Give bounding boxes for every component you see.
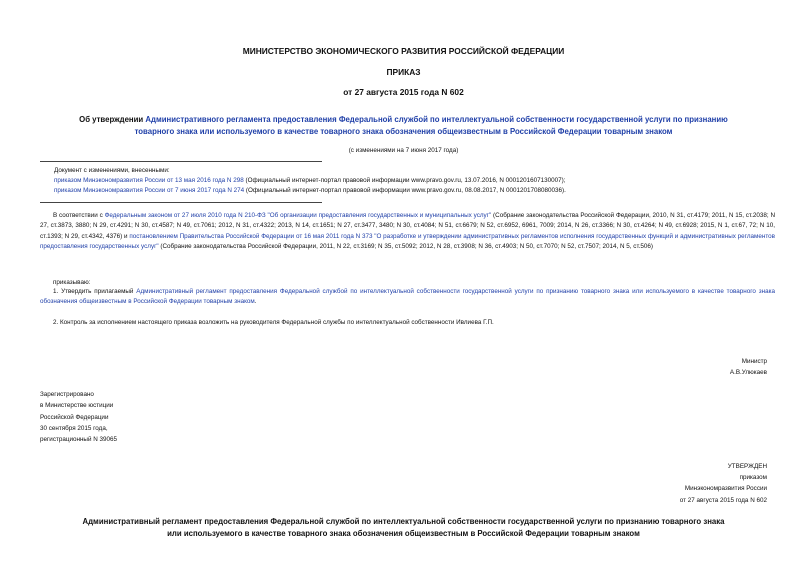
- government-decree-link[interactable]: постановлением Правительства Российской Федерации от 16 мая 2011 года N 373 "О разработке и утверждении административных регламентов исполнения государственных функций и административных регламентов предоставления государственных услуг": [40, 232, 775, 251]
- approval-block: [680, 461, 767, 506]
- order-word: приказываю:: [53, 279, 91, 286]
- change-link-2017[interactable]: приказом Минэкономразвития России от 7 июня 2017 года N 274: [54, 187, 245, 194]
- change-rest: (Официальный интернет-портал правовой информации www.pravo.gov.ru, 08.08.2017, N 0001201708080036).: [244, 187, 566, 194]
- item-1-paragraph: [40, 287, 775, 308]
- preamble-paragraph: [40, 211, 775, 253]
- approval-line: Минэкономразвития России: [684, 485, 767, 493]
- change-item: [54, 186, 566, 196]
- title-prefix: Об утверждении: [79, 115, 146, 124]
- item-2-paragraph: 2. Контроль за исполнением настоящего приказа возложить на руководителя Федеральной службы по интеллектуальной собственности Ивлиева Г.П.: [53, 319, 494, 326]
- federal-law-link[interactable]: Федеральным законом от 27 июля 2010 года N 210-ФЗ "Об организации предоставления государственных и муниципальных услуг": [104, 212, 492, 219]
- registration-line: Российской Федерации: [40, 413, 109, 421]
- signature-name: А.В.Улюкаев: [729, 369, 767, 377]
- approval-line: приказом: [739, 474, 767, 482]
- signature-position: Министр: [741, 358, 767, 365]
- change-item: [54, 176, 566, 186]
- change-rest: (Официальный интернет-портал правовой информации www.pravo.gov.ru, 13.07.2016, N 0001201607130007);: [243, 177, 566, 184]
- appendix-title-line: или используемого в качестве товарного знака обозначения общеизвестным в Российской Федерации товарным знаком: [167, 529, 640, 538]
- registration-block: [40, 389, 117, 445]
- signature-block: [730, 356, 767, 378]
- item-1-text: 1. Утвердить прилагаемый: [53, 288, 137, 295]
- doc-type-heading: ПРИКАЗ: [386, 67, 421, 77]
- registration-line: 30 сентября 2015 года,: [40, 424, 108, 432]
- item-1-text: .: [254, 298, 257, 306]
- registration-line: Зарегистрировано: [40, 391, 94, 398]
- appendix-title-line: Административный регламент предоставления Федеральной службой по интеллектуальной собственности государственной услуги по признанию товарного знака: [82, 517, 725, 526]
- changes-note: (с изменениями на 7 июня 2017 года): [348, 147, 459, 154]
- registration-line: в Министерстве юстиции: [40, 402, 114, 410]
- order-date-number: от 27 августа 2015 года N 602: [343, 87, 464, 97]
- preamble-text: (Собрание законодательства Российской Федерации, 2011, N 22, ст.3169; N 35, ст.5092; 2012, N 28, ст.3908; N 36, ст.4903; N 50, ст.7070; N 52, ст.7507; 2014, N 5, ст.506): [158, 243, 653, 251]
- preamble-text: (Собрание законодательства Российской Федерации, 2010, N 31, ст.4179; 2011, N 15, ст.2038; N 27, ст.3873, 3880; N 29, ст.4291; N 30, ст.4587; N 49, ст.7061; 2012, N 31, ст.4322; 2013, N 14, ст.1651; N 27, ст.3477, 3480; N 30, ст.4084; N 51, ст.6679; N 52, ст.6952, 6961, 7009; 2014, N 26, ст.3366; N 30, ст.4264; N 49, ст.6928; 2015, N 1, ст.67, 72; N 10, ст.1393; N 29, ст.4342, 4376) и: [40, 212, 775, 240]
- title-regulation-link[interactable]: Административного регламента предоставления Федеральной службой по интеллектуальной собственности государственной услуги по признанию товарного знака или используемого в качестве товарного знака обозначения общеизвестным в Российской Федерации товарным знаком: [134, 115, 728, 137]
- preamble-text: В соответствии с: [53, 212, 105, 219]
- divider-bottom: [40, 202, 322, 203]
- approval-line: УТВЕРЖДЕН: [727, 463, 767, 470]
- ministry-heading: МИНИСТЕРСТВО ЭКОНОМИЧЕСКОГО РАЗВИТИЯ РОССИЙСКОЙ ФЕДЕРАЦИИ: [242, 46, 565, 56]
- approval-line: от 27 августа 2015 года N 602: [679, 496, 767, 504]
- order-title: [60, 114, 747, 139]
- divider-top: [40, 161, 322, 162]
- changes-intro: Документ с изменениями, внесенными:: [54, 167, 170, 174]
- registration-line: регистрационный N 39065: [40, 436, 118, 444]
- regulation-link[interactable]: Административный регламент предоставления Федеральной службой по интеллектуальной собственности государственной услуги по признанию товарного знака или используемого в качестве товарного знака обозначения общеизвестным в Российской Федерации товарным знаком: [40, 288, 776, 306]
- change-link-2016[interactable]: приказом Минэкономразвития России от 13 мая 2016 года N 298: [54, 177, 244, 184]
- appendix-title: [0, 516, 807, 540]
